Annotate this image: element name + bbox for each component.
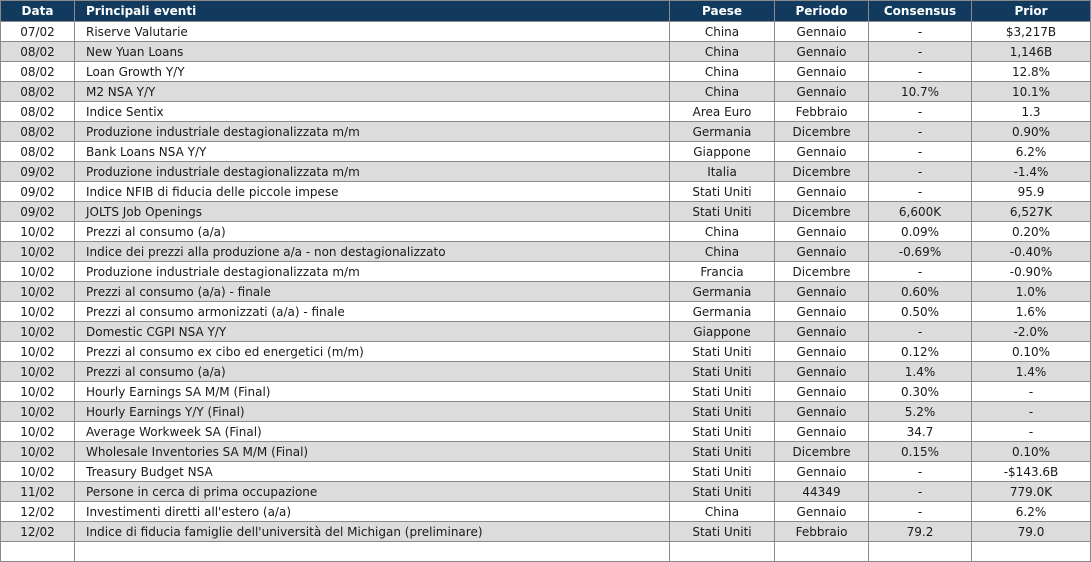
cell-date: 08/02 [1,82,75,102]
cell-country: China [670,42,775,62]
table-row [1,402,1091,422]
cell-country: Giappone [670,142,775,162]
cell-period: Gennaio [775,42,869,62]
cell-country: Stati Uniti [670,362,775,382]
cell-event: Domestic CGPI NSA Y/Y [75,322,670,342]
cell-consensus: 0.30% [869,382,972,402]
table-row [1,382,1091,402]
cell-date: 08/02 [1,102,75,122]
cell-event: Persone in cerca di prima occupazione [75,482,670,502]
cell-date: 10/02 [1,242,75,262]
cell-prior: -1.4% [972,162,1091,182]
table-row [1,182,1091,202]
cell-event: New Yuan Loans [75,42,670,62]
cell-period: Gennaio [775,402,869,422]
cell-period: Gennaio [775,22,869,42]
cell-consensus: 6,600K [869,202,972,222]
cell-consensus: - [869,162,972,182]
cell-country: Francia [670,262,775,282]
cell-prior: -0.40% [972,242,1091,262]
cell-event: Prezzi al consumo (a/a) - finale [75,282,670,302]
cell-period: Gennaio [775,502,869,522]
cell-consensus: - [869,102,972,122]
header-period: Periodo [775,1,869,22]
header-country: Paese [670,1,775,22]
cell-country: Stati Uniti [670,462,775,482]
table-row [1,202,1091,222]
table-row [1,262,1091,282]
cell-prior: -$143.6B [972,462,1091,482]
cell-event: JOLTS Job Openings [75,202,670,222]
cell-prior: - [972,382,1091,402]
cell-prior: - [972,422,1091,442]
cell-date: 12/02 [1,502,75,522]
cell-consensus: - [869,42,972,62]
cell-prior: 1.3 [972,102,1091,122]
cell-country: Stati Uniti [670,382,775,402]
table-row [1,222,1091,242]
cell-event: Prezzi al consumo armonizzati (a/a) - finale [75,302,670,322]
cell-date: 09/02 [1,182,75,202]
cell-country: Stati Uniti [670,442,775,462]
cell-event: Wholesale Inventories SA M/M (Final) [75,442,670,462]
cell-prior: 6,527K [972,202,1091,222]
table-row [1,462,1091,482]
cell-period: Gennaio [775,462,869,482]
header-date: Data [1,1,75,22]
cell-date: 09/02 [1,162,75,182]
cell-country: Stati Uniti [670,522,775,542]
table-row [1,542,1091,562]
cell-event: Riserve Valutarie [75,22,670,42]
cell-period: Gennaio [775,302,869,322]
cell-event: Loan Growth Y/Y [75,62,670,82]
cell-prior: 12.8% [972,62,1091,82]
cell-prior: -2.0% [972,322,1091,342]
cell-country: Stati Uniti [670,402,775,422]
table-row [1,242,1091,262]
cell-event: Hourly Earnings SA M/M (Final) [75,382,670,402]
table-row [1,22,1091,42]
cell-prior: 79.0 [972,522,1091,542]
cell-country [670,542,775,562]
cell-date: 10/02 [1,362,75,382]
cell-prior: -0.90% [972,262,1091,282]
cell-prior: 10.1% [972,82,1091,102]
cell-event: Bank Loans NSA Y/Y [75,142,670,162]
cell-period: Gennaio [775,382,869,402]
table-row [1,62,1091,82]
cell-country: Stati Uniti [670,422,775,442]
cell-country: Giappone [670,322,775,342]
table-row [1,422,1091,442]
cell-consensus: - [869,142,972,162]
cell-date: 10/02 [1,302,75,322]
cell-consensus: - [869,262,972,282]
header-event: Principali eventi [75,1,670,22]
table-row [1,322,1091,342]
cell-period: 44349 [775,482,869,502]
cell-prior: 1.0% [972,282,1091,302]
cell-prior: 1,146B [972,42,1091,62]
cell-event: Indice di fiducia famiglie dell'università del Michigan (preliminare) [75,522,670,542]
cell-date: 09/02 [1,202,75,222]
cell-country: Germania [670,302,775,322]
cell-period: Dicembre [775,442,869,462]
table-row [1,282,1091,302]
table-row [1,102,1091,122]
cell-date: 10/02 [1,422,75,442]
cell-date: 08/02 [1,142,75,162]
cell-consensus: 0.15% [869,442,972,462]
cell-period: Gennaio [775,282,869,302]
table-row [1,162,1091,182]
cell-event: Prezzi al consumo (a/a) [75,222,670,242]
table-row [1,442,1091,462]
cell-country: China [670,222,775,242]
cell-event: Produzione industriale destagionalizzata m/m [75,122,670,142]
header-consensus: Consensus [869,1,972,22]
cell-prior: 6.2% [972,142,1091,162]
cell-date: 10/02 [1,382,75,402]
cell-country: Stati Uniti [670,202,775,222]
cell-date: 10/02 [1,442,75,462]
cell-consensus: - [869,62,972,82]
cell-prior: - [972,402,1091,422]
cell-consensus: 1.4% [869,362,972,382]
cell-prior: $3,217B [972,22,1091,42]
cell-event: Indice NFIB di fiducia delle piccole impese [75,182,670,202]
header-prior: Prior [972,1,1091,22]
cell-date: 10/02 [1,222,75,242]
cell-period: Dicembre [775,262,869,282]
cell-period: Gennaio [775,82,869,102]
cell-consensus: - [869,482,972,502]
cell-period: Febbraio [775,102,869,122]
cell-country: Stati Uniti [670,182,775,202]
cell-event: Produzione industriale destagionalizzata m/m [75,262,670,282]
cell-period: Dicembre [775,202,869,222]
cell-event: Indice Sentix [75,102,670,122]
cell-date: 10/02 [1,262,75,282]
cell-consensus: - [869,462,972,482]
table-row [1,42,1091,62]
cell-prior: 0.10% [972,442,1091,462]
cell-date: 10/02 [1,342,75,362]
cell-period: Gennaio [775,182,869,202]
cell-event: Average Workweek SA (Final) [75,422,670,442]
cell-period: Gennaio [775,322,869,342]
cell-prior [972,542,1091,562]
cell-date: 10/02 [1,322,75,342]
cell-date: 08/02 [1,42,75,62]
table-row [1,362,1091,382]
cell-prior: 779.0K [972,482,1091,502]
table-row [1,142,1091,162]
table-row [1,82,1091,102]
cell-event: Indice dei prezzi alla produzione a/a - non destagionalizzato [75,242,670,262]
cell-consensus: - [869,22,972,42]
cell-date: 07/02 [1,22,75,42]
cell-country: China [670,502,775,522]
cell-country: Italia [670,162,775,182]
cell-event: Investimenti diretti all'estero (a/a) [75,502,670,522]
cell-date: 12/02 [1,522,75,542]
cell-date: 08/02 [1,62,75,82]
cell-consensus: - [869,502,972,522]
table-row [1,122,1091,142]
cell-period [775,542,869,562]
cell-period: Gennaio [775,62,869,82]
cell-period: Gennaio [775,422,869,442]
cell-event: Hourly Earnings Y/Y (Final) [75,402,670,422]
cell-event: Prezzi al consumo (a/a) [75,362,670,382]
cell-consensus: 10.7% [869,82,972,102]
cell-consensus: 34.7 [869,422,972,442]
cell-period: Febbraio [775,522,869,542]
cell-consensus: 0.60% [869,282,972,302]
cell-country: China [670,82,775,102]
cell-event [75,542,670,562]
cell-consensus: 0.09% [869,222,972,242]
cell-period: Dicembre [775,162,869,182]
cell-event: M2 NSA Y/Y [75,82,670,102]
cell-date: 10/02 [1,462,75,482]
cell-consensus: 79.2 [869,522,972,542]
cell-consensus: - [869,182,972,202]
table-row [1,342,1091,362]
cell-date [1,542,75,562]
cell-prior: 0.90% [972,122,1091,142]
cell-consensus: 0.12% [869,342,972,362]
table-row [1,482,1091,502]
cell-country: China [670,242,775,262]
cell-country: China [670,62,775,82]
cell-prior: 0.10% [972,342,1091,362]
cell-prior: 0.20% [972,222,1091,242]
cell-date: 11/02 [1,482,75,502]
table-body [1,22,1091,562]
cell-period: Gennaio [775,142,869,162]
cell-consensus: -0.69% [869,242,972,262]
cell-country: Germania [670,122,775,142]
cell-period: Dicembre [775,122,869,142]
cell-event: Treasury Budget NSA [75,462,670,482]
cell-period: Gennaio [775,242,869,262]
cell-consensus [869,542,972,562]
cell-country: Stati Uniti [670,482,775,502]
table-row [1,502,1091,522]
table-header-row [1,1,1091,22]
cell-consensus: 0.50% [869,302,972,322]
cell-prior: 1.6% [972,302,1091,322]
table-row [1,302,1091,322]
cell-date: 08/02 [1,122,75,142]
cell-consensus: - [869,122,972,142]
cell-consensus: - [869,322,972,342]
table-row [1,522,1091,542]
cell-country: China [670,22,775,42]
cell-country: Area Euro [670,102,775,122]
cell-country: Stati Uniti [670,342,775,362]
cell-consensus: 5.2% [869,402,972,422]
cell-date: 10/02 [1,282,75,302]
cell-period: Gennaio [775,362,869,382]
cell-period: Gennaio [775,222,869,242]
cell-prior: 6.2% [972,502,1091,522]
cell-prior: 1.4% [972,362,1091,382]
cell-country: Germania [670,282,775,302]
cell-event: Produzione industriale destagionalizzata m/m [75,162,670,182]
cell-period: Gennaio [775,342,869,362]
cell-event: Prezzi al consumo ex cibo ed energetici (m/m) [75,342,670,362]
cell-prior: 95.9 [972,182,1091,202]
cell-date: 10/02 [1,402,75,422]
